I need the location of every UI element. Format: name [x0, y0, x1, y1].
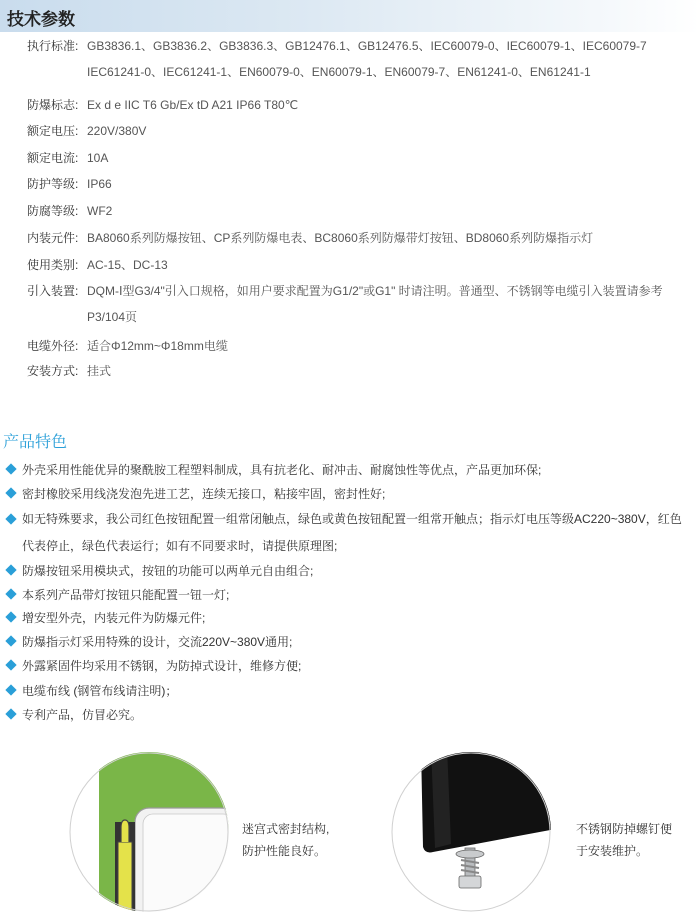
labyrinth-seal-caption: 迷宫式密封结构, 防护性能良好。	[242, 822, 330, 858]
spec-key: 使用类别:	[27, 258, 79, 272]
spec-value: 220V/380V	[87, 124, 147, 138]
spec-value: 10A	[87, 151, 109, 165]
spec-key: 额定电流:	[27, 151, 79, 165]
diamond-bullet-icon	[5, 684, 16, 695]
diamond-bullet-icon	[5, 588, 16, 599]
spec-row-explosion-mark	[27, 96, 298, 114]
spec-value: WF2	[87, 204, 113, 218]
captive-screw-caption: 不锈钢防掉螺钉便 于安装维护。	[576, 822, 673, 858]
feature-item: 专利产品，仿冒必究。	[5, 706, 142, 724]
spec-row-mounting	[27, 362, 111, 380]
spec-key: 安装方式:	[27, 364, 79, 378]
feature-item: 外壳采用性能优异的聚酰胺工程塑料制成，具有抗老化、耐冲击、耐腐蚀性等优点，产品更加环保;	[5, 461, 541, 479]
spec-key: 执行标准:	[27, 39, 79, 53]
spec-key: 电缆外径:	[27, 339, 79, 353]
feature-item: 电缆布线 (钢管布线请注明)；	[5, 682, 177, 700]
spec-value: 适合Φ12mm~Φ18mm电缆	[87, 339, 228, 353]
spec-key: 防护等级:	[27, 177, 79, 191]
diamond-bullet-icon	[5, 487, 16, 498]
tech-params-title: 技术参数	[7, 10, 75, 29]
tech-params-header	[0, 0, 700, 32]
diamond-bullet-icon	[5, 463, 16, 474]
spec-row-current	[27, 149, 108, 167]
spec-row-components	[27, 229, 593, 247]
screw-illustration	[391, 752, 551, 912]
diamond-bullet-icon	[5, 708, 16, 719]
spec-row-protection	[27, 175, 112, 193]
feature-item: 防爆按钮采用模块式，按钮的功能可以两单元自由组合;	[5, 562, 313, 580]
features-title: 产品特色	[3, 434, 68, 451]
diamond-bullet-icon	[5, 611, 16, 622]
feature-item: 增安型外壳，内装元件为防爆元件;	[5, 609, 205, 627]
spec-row-category	[27, 256, 168, 274]
spec-key: 内装元件:	[27, 231, 79, 245]
labyrinth-seal-image	[69, 752, 229, 912]
diamond-bullet-icon	[5, 513, 16, 524]
spec-row-anticorrosion	[27, 202, 112, 220]
feature-item: 外露紧固件均采用不锈钢，为防掉式设计，维修方便;	[5, 657, 301, 675]
spec-key: 防爆标志:	[27, 98, 79, 112]
spec-key: 额定电压:	[27, 124, 79, 138]
feature-item: 防爆指示灯采用特殊的设计，交流220V~380V通用;	[5, 633, 292, 651]
spec-row-cable-diameter	[27, 337, 228, 355]
spec-value: GB3836.1、GB3836.2、GB3836.3、GB12476.1、GB12476.5、IEC60079-0、IEC60079-1、IEC60079-7 IEC61241-0、IEC61241-1、EN60079-0、EN60079-1、EN60079-7、EN61241-0、EN61241-1	[87, 39, 647, 79]
spec-value: 挂式	[87, 364, 112, 378]
spec-row-standard	[27, 37, 672, 85]
feature-item: 本系列产品带灯按钮只能配置一钮一灯;	[5, 586, 229, 604]
diamond-bullet-icon	[5, 659, 16, 670]
spec-key: 引入装置:	[27, 284, 79, 298]
spec-value: IP66	[87, 177, 112, 191]
spec-row-cable-entry	[27, 282, 672, 330]
captive-screw-image	[391, 752, 551, 912]
spec-key: 防腐等级:	[27, 204, 79, 218]
spec-value: Ex d e IIC T6 Gb/Ex tD A21 IP66 T80℃	[87, 98, 299, 112]
spec-value: DQM-Ⅰ型G3/4"引入口规格，如用户要求配置为G1/2"或G1" 时请注明。普通型、不锈钢等电缆引入装置请参考 P3/104页	[87, 284, 663, 324]
spec-value: AC-15、DC-13	[87, 258, 168, 272]
feature-item: 密封橡胶采用线浇发泡先进工艺，连续无接口，粘接牢固，密封性好;	[5, 485, 385, 503]
spec-value: BA8060系列防爆按钮、CP系列防爆电表、BC8060系列防爆带灯按钮、BD8060系列防爆指示灯	[87, 231, 594, 245]
feature-item: 如无特殊要求，我公司红色按钮配置一组常闭触点，绿色或黄色按钮配置一组常开触点；指示灯电压等级AC220~380V，红色代表停止，绿色代表运行；如有不同要求时，请提供原理图;	[5, 510, 692, 560]
diamond-bullet-icon	[5, 564, 16, 575]
spec-row-voltage	[27, 122, 146, 140]
seal-cross-section-illustration	[69, 752, 229, 912]
diamond-bullet-icon	[5, 635, 16, 646]
